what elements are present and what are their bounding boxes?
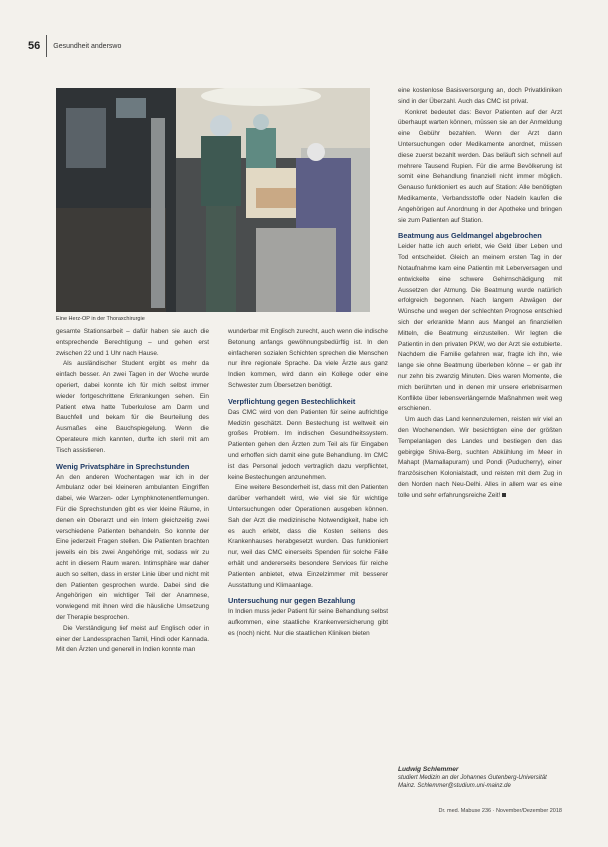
paragraph-text: Um auch das Land kennenzulernen, reisten wir viel an den Wochenenden. Wir besichtigten eine der größten Tempelanlagen des Landes und bestiegen den das gebirgige Shiva-Berg, suchten Abkühlung im Meer in Mahapt (Mamallapuram) und Pondi (Puducherry), einer französischen Kolonialstadt, und reisten mit dem Zug in den Norden nach Neu-Delhi. Alles in allem war es eine tolle und sehr erfahrungsreiche Zeit! <box>398 416 562 499</box>
paragraph: Das CMC wird von den Patienten für seine aufrichtige Medizin geschätzt. Denn Bestechung ist weltweit ein großes Problem. Im indischen Gesundheitssystem. Patienten gehen den Ärzten zum Teil als für Eingaben und erhoffen sich damit eine gute Behandlung. Im CMC ist das Personal jedoch vertraglich dazu verpflichtet, keine Bestechungen anzunehmen. <box>228 408 388 481</box>
column-2 <box>228 327 388 640</box>
author-bio: studiert Medizin an der Johannes Gutenberg-Universität Mainz. Schlemmer@studium.uni-mainz.de <box>398 775 547 789</box>
author-name: Ludwig Schlemmer <box>398 766 459 773</box>
paragraph: Die Verständigung lief meist auf Englisch oder in einer der Landessprachen Tamil, Hindi oder Kannada. Mit den Ärzten und generell in Indien konnte man <box>56 624 209 654</box>
paragraph: Leider hatte ich auch erlebt, wie Geld über Leben und Tod entscheidet. Gleich an meinem ersten Tag in der Notaufnahme kam eine Patientin mit Leberversagen und entwickelte eine schwere Gehirnschädigung mit Aussetzen der Atmung. Die Beatmung wurde natürlich erfolgreich begonnen. Nach langem Abwägen der Wünsche und wegen der schlechten Prognose entschied sich der erkrankte Mann aus Mangel an finanziellen Mitteln, die Beatmung einzustellen. Wir legten die Patientin in den privaten PKW, wo der Arzt sie extubierte. Nachdem die Familie gefahren war, fragte ich ihn, wie lange sie ohne Beatmung überleben könne – er gab ihr nur zehn bis zwanzig Minuten. Dies waren Momente, die mich berührten und in denen mir unsere erlebnisarmen Konflikte über lebensverlängernde Maßnahmen weit weg erschienen. <box>398 243 562 413</box>
page-header <box>28 38 121 54</box>
subheading: Untersuchung nur gegen Bezahlung <box>228 596 356 606</box>
subheading: Beatmung aus Geldmangel abgebrochen <box>398 231 542 241</box>
column-3 <box>398 86 562 501</box>
paragraph: Eine weitere Besonderheit ist, dass mit den Patienten darüber verhandelt wird, wie viel sie für wichtige Untersuchungen oder Operationen ausgeben können. Sah der Arzt die medizinische Notwendigkeit, habe ich es auch erlebt, dass die Kosten seitens des Krankenhauses herabgesetzt wurden. Das funktioniert nur, weil das CMC einerseits Spenden für solche Fälle erhält und andererseits besondere Services für reiche Patienten anbietet, etwa Einzelzimmer mit besserer Ausstattung und Klimaanlage. <box>228 484 388 589</box>
paragraph <box>398 415 562 501</box>
paragraph: gesamte Stationsarbeit – dafür haben sie auch die entsprechende Berechtigung – und gehen erst zwischen 22 und 1 Uhr nach Hause. <box>56 328 209 357</box>
header-divider <box>46 35 47 57</box>
column-1 <box>56 327 209 656</box>
author-box <box>398 766 562 790</box>
surgery-photo <box>56 88 370 312</box>
subheading: Verpflichtung gegen Bestechlichkeit <box>228 396 356 406</box>
end-mark-icon <box>502 493 506 497</box>
paragraph: eine kostenlose Basisversorgung an, doch Privatkliniken sind in der Überzahl. Auch das CMC ist privat. <box>398 87 562 105</box>
surgery-photo-illustration <box>56 88 370 312</box>
page-number: 56 <box>28 40 41 52</box>
paragraph: Konkret bedeutet das: Bevor Patienten auf der Arzt überhaupt warten können, müssen sie an der Anmeldung eine Gebühr bezahlen. Wenn der Arzt dann Untersuchungen oder Medikamente anordnet, müssen diese zuerst bezahlt werden. Das beläuft sich schnell auf mehrere Tausend Rupien. Für die arme Bevölkerung ist somit eine Behandlung finanziell nicht immer möglich. Genauso funktioniert es auch auf Station: Alle benötigten Medikamente, Verbandsstoffe oder Nadeln kaufen die Angehörigen auf Anordnung in der Apotheke und bringen sie zum Patienten auf Station. <box>398 108 562 224</box>
subheading: Wenig Privatsphäre in Sprechstunden <box>56 461 190 471</box>
paragraph: wunderbar mit Englisch zurecht, auch wenn die indische Betonung anfangs gewöhnungsbedürftig ist. In den einfacheren sozialen Schichten sprechen die Menschen nur ihre regionale Sprache. Da viele Ärzte aus ganz Indien kommen, wird dann ein Kollege oder eine Schwester zum Übersetzen benötigt. <box>228 328 388 389</box>
paragraph: In Indien muss jeder Patient für seine Behandlung selbst aufkommen, eine staatliche Krankenversicherung gibt es (noch) nicht. Nur die staatlichen Kliniken bieten <box>228 608 388 637</box>
photo-caption: Eine Herz-OP in der Thoraxchirurgie <box>56 316 145 322</box>
section-title: Gesundheit anderswo <box>53 42 122 50</box>
paragraph: Als ausländischer Student ergibt es mehr da einfach besser. An zwei Tagen in der Woche wurde operiert, dabei konnte ich für mich selbst immer wieder fortgeschrittene Erkrankungen sehen. Ein Patient etwa hatte Tuberkulose am Darm und Bauchfell und bekam für die Beurteilung des Ausmaßes eine Bauchspiegelung. Wenn die Operateure mich kannten, durfte ich steril mit am Tisch assistieren. <box>56 360 209 454</box>
page-footer: Dr. med. Mabuse 236 · November/Dezember 2018 <box>438 808 562 814</box>
paragraph: An den anderen Wochentagen war ich in der Ambulanz oder bei kleineren ambulanten Eingriffen dabei, wie Warzen- oder Lymphknotenentfernungen. Für die Sprechstunden gibt es vier kleine Räume, in denen ein Oberarzt und ein Intern gleichzeitig zwei verschiedene Patienten behandeln. So konnte der Eine jederzeit Fragen stellen. Die Patienten brachten jeweils ein bis zwei Angehörige mit, sodass wir zu acht in diesem Raum waren. Intimsphäre war daher auch so selten, dass in erster Linie über und nicht mit den Patienten gesprochen wurde. Dabei sind die Angehörigen ein wichtiger Teil der Anamnese, vorwiegend mit ihnen wird die häusliche Umsetzung der Therapie besprochen. <box>56 473 209 621</box>
